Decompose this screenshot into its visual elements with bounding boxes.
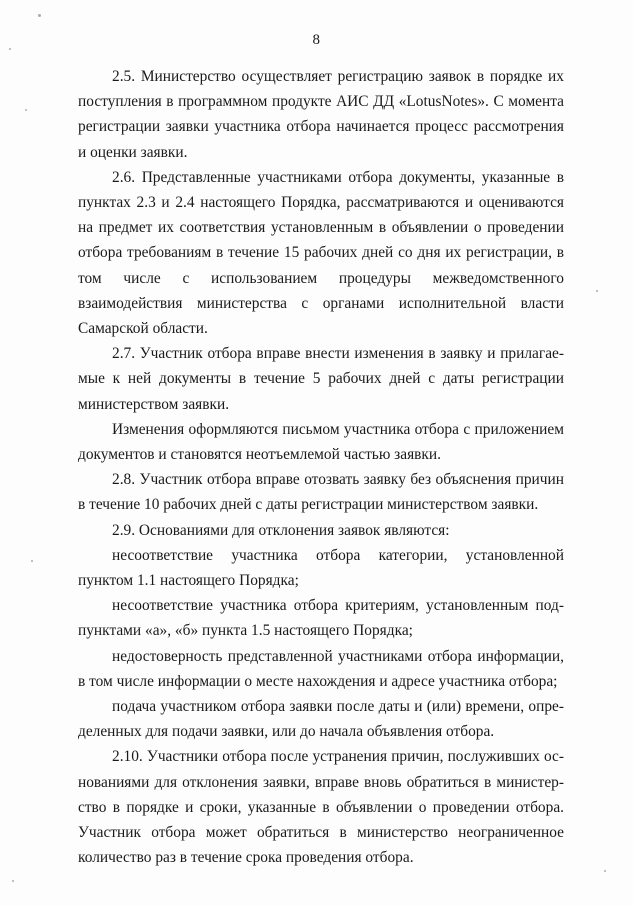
paragraph-2-8: 2.8. Участник отбора вправе отозвать заявку без объяснения причин в течение 10 рабочих дней с даты регистрации министерством заявки. [78,471,564,514]
scan-speck [9,48,11,50]
paragraph-2-9: 2.9. Основаниями для отклонения заявок являются: [112,521,450,539]
paragraph-2-6: 2.6. Представленные участниками отбора документы, указанные в пунктах 2.3 и 2.4 настоящего Порядка, рассматриваются и оцениваются на предмет их соответствия установленным в объявлении о проведении отбора требованиям в течение 15 рабочих дней со дня их регистрации, в том числе с использованием процедуры межведомственного взаимодействия министерства с органами исполнительной власти Самарской области. [78,168,564,338]
list-item-criteria: несоответствие участника отбора критериям, установленным подпунктами «а», «б» пункта 1.5 настоящего Порядка; [78,597,564,640]
list-item-category: несоответствие участника отбора категории, установленной пунктом 1.1 настоящего Порядка; [78,546,564,590]
paragraph-2-10: 2.10. Участники отбора после устранения причин, послуживших основаниями для отклонения заявки, вправе вновь обратиться в министерство в порядке и сроки, указанные в объявлении о проведении отбора. Участник отбора может обратиться в министерство неограниченное количество раз в течение срока проведения отбора. [78,748,564,867]
scan-speck [12,880,14,882]
scan-speck [25,109,27,111]
scan-speck [31,560,33,562]
paragraph-changes: Изменения оформляются письмом участника отбора с приложением документов и становятся неотъемлемой частью заявки. [78,420,564,464]
document-body [78,64,564,871]
paragraph-2-5: 2.5. Министерство осуществляет регистрацию заявок в порядке их поступления в программном продукте АИС ДД «LotusNotes». С момента регистрации заявки участника отбора начинается процесс рассмотрения и оценки заявки. [78,68,564,161]
page-number: 8 [312,32,321,48]
list-item-unreliable-info: недостоверность представленной участниками отбора информации, в том числе информации о месте нахождения и адресе участника отбора; [78,647,564,690]
scan-speck [604,870,606,872]
scan-speck [596,290,598,292]
scan-speck [38,14,41,17]
paragraph-2-7: 2.7. Участник отбора вправе внести изменения в заявку и прилагаемые к ней документы в течение 5 рабочих дней с даты регистрации министерством заявки. [78,345,564,413]
list-item-late-submission: подача участником отбора заявки после даты и (или) времени, определенных для подачи заявки, или до начала объявления отбора. [78,698,564,741]
